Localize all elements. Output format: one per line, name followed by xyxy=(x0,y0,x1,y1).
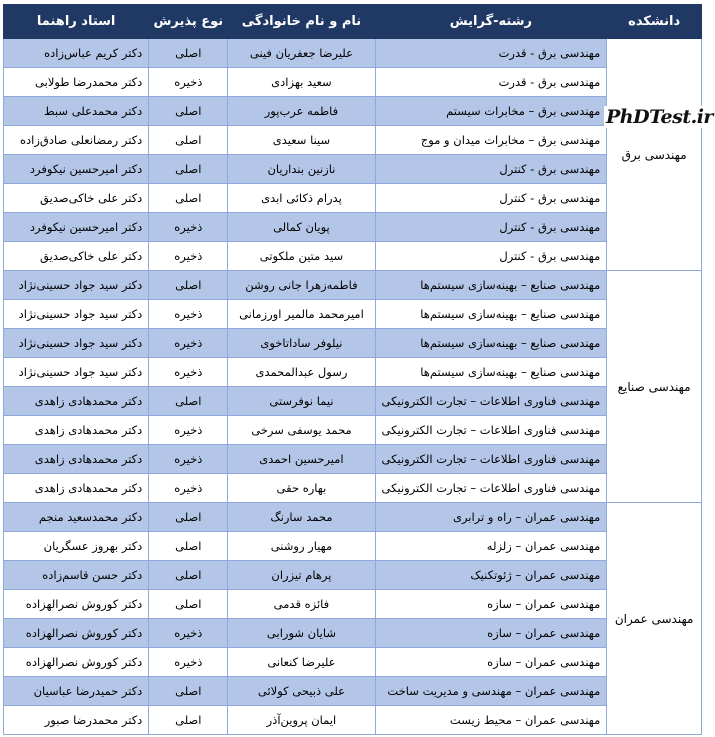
name-cell: امیرحسین احمدی xyxy=(228,445,375,474)
name-cell: امیرمحمد مالمیر اورزمانی xyxy=(228,300,375,329)
advisor-cell: دکتر سید جواد حسینی‌نژاد xyxy=(4,300,149,329)
major-cell: مهندسی برق – مخابرات میدان و موج xyxy=(375,126,607,155)
major-cell: مهندسی عمران – مهندسی و مدیریت ساخت xyxy=(375,677,607,706)
table-row xyxy=(4,445,702,474)
advisor-cell: دکتر کوروش نصرالهزاده xyxy=(4,619,149,648)
major-cell: مهندسی برق - کنترل xyxy=(375,242,607,271)
admission-type-cell: ذخیره xyxy=(149,213,228,242)
admission-type-cell: اصلی xyxy=(149,271,228,300)
admission-type-cell: اصلی xyxy=(149,155,228,184)
table-row xyxy=(4,619,702,648)
admission-type-cell: ذخیره xyxy=(149,445,228,474)
name-cell: رسول عبدالمحمدی xyxy=(228,358,375,387)
major-cell: مهندسی برق - قدرت xyxy=(375,39,607,68)
major-cell: مهندسی برق – مخابرات سیستم xyxy=(375,97,607,126)
name-cell: محمد یوسفی سرخی xyxy=(228,416,375,445)
advisor-cell: دکتر علی خاکی‌صدیق xyxy=(4,184,149,213)
faculty-cell: مهندسی برق xyxy=(607,39,702,271)
advisor-cell: دکتر بهروز عسگریان xyxy=(4,532,149,561)
table-row xyxy=(4,358,702,387)
header-row xyxy=(4,5,702,39)
admission-type-cell: اصلی xyxy=(149,126,228,155)
name-cell: مهیار روشنی xyxy=(228,532,375,561)
major-cell: مهندسی برق - کنترل xyxy=(375,184,607,213)
major-cell: مهندسی صنایع – بهینه‌سازی سیستم‌ها xyxy=(375,300,607,329)
admission-type-cell: ذخیره xyxy=(149,648,228,677)
table-row xyxy=(4,39,702,68)
major-cell: مهندسی برق - کنترل xyxy=(375,155,607,184)
advisor-cell: دکتر امیرحسین نیکوفرد xyxy=(4,213,149,242)
advisor-cell: دکتر سید جواد حسینی‌نژاد xyxy=(4,329,149,358)
header-advisor: استاد راهنما xyxy=(4,5,149,39)
admission-type-cell: اصلی xyxy=(149,97,228,126)
major-cell: مهندسی برق - قدرت xyxy=(375,68,607,97)
major-cell: مهندسی فناوری اطلاعات – تجارت الکترونیکی xyxy=(375,387,607,416)
major-cell: مهندسی عمران – سازه xyxy=(375,590,607,619)
name-cell: فائزه قدمی xyxy=(228,590,375,619)
table-row xyxy=(4,503,702,532)
name-cell: محمد سارنگ xyxy=(228,503,375,532)
table-body xyxy=(4,39,702,735)
admission-type-cell: ذخیره xyxy=(149,358,228,387)
header-name: نام و نام خانوادگی xyxy=(228,5,375,39)
admission-type-cell: ذخیره xyxy=(149,329,228,358)
major-cell: مهندسی برق - کنترل xyxy=(375,213,607,242)
name-cell: نازنین بنداریان xyxy=(228,155,375,184)
advisor-cell: دکتر محمدسعید منجم xyxy=(4,503,149,532)
admission-type-cell: ذخیره xyxy=(149,300,228,329)
table-row xyxy=(4,126,702,155)
major-cell: مهندسی صنایع – بهینه‌سازی سیستم‌ها xyxy=(375,271,607,300)
table-row xyxy=(4,300,702,329)
name-cell: سعید بهزادی xyxy=(228,68,375,97)
name-cell: فاطمه عرب‌پور xyxy=(228,97,375,126)
name-cell: شایان شورابی xyxy=(228,619,375,648)
table-row xyxy=(4,706,702,735)
name-cell: فاطمه‌زهرا جانی روشن xyxy=(228,271,375,300)
advisor-cell: دکتر کوروش نصرالهزاده xyxy=(4,648,149,677)
faculty-cell: مهندسی صنایع xyxy=(607,271,702,503)
table-row xyxy=(4,184,702,213)
name-cell: سینا سعیدی xyxy=(228,126,375,155)
admissions-table xyxy=(3,4,702,735)
admission-type-cell: ذخیره xyxy=(149,416,228,445)
table-row xyxy=(4,532,702,561)
name-cell: پرهام تیزران xyxy=(228,561,375,590)
header-major: رشته-گرایش xyxy=(375,5,607,39)
name-cell: سید متین ملکوتی xyxy=(228,242,375,271)
admission-type-cell: اصلی xyxy=(149,677,228,706)
advisor-cell: دکتر محمدهادی زاهدی xyxy=(4,474,149,503)
advisor-cell: دکتر حمیدرضا عباسیان xyxy=(4,677,149,706)
advisor-cell: دکتر محمدعلی سبط xyxy=(4,97,149,126)
name-cell: نیلوفر ساداتاخوی xyxy=(228,329,375,358)
admission-type-cell: ذخیره xyxy=(149,68,228,97)
major-cell: مهندسی صنایع – بهینه‌سازی سیستم‌ها xyxy=(375,329,607,358)
admission-type-cell: ذخیره xyxy=(149,474,228,503)
table-row xyxy=(4,648,702,677)
major-cell: مهندسی عمران – محیط زیست xyxy=(375,706,607,735)
table-row xyxy=(4,329,702,358)
advisor-cell: دکتر محمدهادی زاهدی xyxy=(4,416,149,445)
table-row xyxy=(4,271,702,300)
name-cell: ایمان پروین‌آذر xyxy=(228,706,375,735)
advisor-cell: دکتر حسن قاسم‌زاده xyxy=(4,561,149,590)
admission-type-cell: اصلی xyxy=(149,387,228,416)
admission-type-cell: ذخیره xyxy=(149,242,228,271)
advisor-cell: دکتر علی خاکی‌صدیق xyxy=(4,242,149,271)
table-row xyxy=(4,213,702,242)
advisor-cell: دکتر امیرحسین نیکوفرد xyxy=(4,155,149,184)
advisor-cell: دکتر محمدهادی زاهدی xyxy=(4,445,149,474)
advisor-cell: دکتر محمدرضا صبور xyxy=(4,706,149,735)
major-cell: مهندسی عمران – سازه xyxy=(375,619,607,648)
major-cell: مهندسی عمران – راه و ترابری xyxy=(375,503,607,532)
major-cell: مهندسی فناوری اطلاعات – تجارت الکترونیکی xyxy=(375,416,607,445)
advisor-cell: دکتر محمدهادی زاهدی xyxy=(4,387,149,416)
table-row xyxy=(4,68,702,97)
admission-type-cell: اصلی xyxy=(149,184,228,213)
major-cell: مهندسی فناوری اطلاعات – تجارت الکترونیکی xyxy=(375,445,607,474)
advisor-cell: دکتر کوروش نصرالهزاده xyxy=(4,590,149,619)
name-cell: بهاره حقی xyxy=(228,474,375,503)
table-row xyxy=(4,97,702,126)
major-cell: مهندسی عمران – ژئوتکنیک xyxy=(375,561,607,590)
admission-type-cell: اصلی xyxy=(149,561,228,590)
watermark-logo: PhDTest.ir xyxy=(606,106,713,128)
faculty-cell: مهندسی عمران xyxy=(607,503,702,735)
advisor-cell: دکتر محمدرضا طولابی xyxy=(4,68,149,97)
advisor-cell: دکتر سید جواد حسینی‌نژاد xyxy=(4,358,149,387)
admission-type-cell: اصلی xyxy=(149,532,228,561)
admission-type-cell: اصلی xyxy=(149,39,228,68)
major-cell: مهندسی صنایع – بهینه‌سازی سیستم‌ها xyxy=(375,358,607,387)
major-cell: مهندسی عمران – سازه xyxy=(375,648,607,677)
advisor-cell: دکتر کریم عباس‌زاده xyxy=(4,39,149,68)
table-row xyxy=(4,242,702,271)
name-cell: علی ذبیحی کولائی xyxy=(228,677,375,706)
name-cell: نیما نوفرستی xyxy=(228,387,375,416)
name-cell: پویان کمالی xyxy=(228,213,375,242)
admission-type-cell: اصلی xyxy=(149,590,228,619)
advisor-cell: دکتر سید جواد حسینی‌نژاد xyxy=(4,271,149,300)
table-row xyxy=(4,416,702,445)
name-cell: پدرام ذکائی ابدی xyxy=(228,184,375,213)
major-cell: مهندسی عمران – زلزله xyxy=(375,532,607,561)
header-faculty: دانشکده xyxy=(607,5,702,39)
name-cell: علیرضا جعفریان فینی xyxy=(228,39,375,68)
name-cell: علیرضا کنعانی xyxy=(228,648,375,677)
table-row xyxy=(4,155,702,184)
table-row xyxy=(4,387,702,416)
major-cell: مهندسی فناوری اطلاعات – تجارت الکترونیکی xyxy=(375,474,607,503)
admission-type-cell: ذخیره xyxy=(149,619,228,648)
admission-type-cell: اصلی xyxy=(149,706,228,735)
table-row xyxy=(4,561,702,590)
header-type: نوع پذیرش xyxy=(149,5,228,39)
table-row xyxy=(4,677,702,706)
table-row xyxy=(4,590,702,619)
advisor-cell: دکتر رمضانعلی صادق‌زاده xyxy=(4,126,149,155)
admission-type-cell: اصلی xyxy=(149,503,228,532)
table-row xyxy=(4,474,702,503)
